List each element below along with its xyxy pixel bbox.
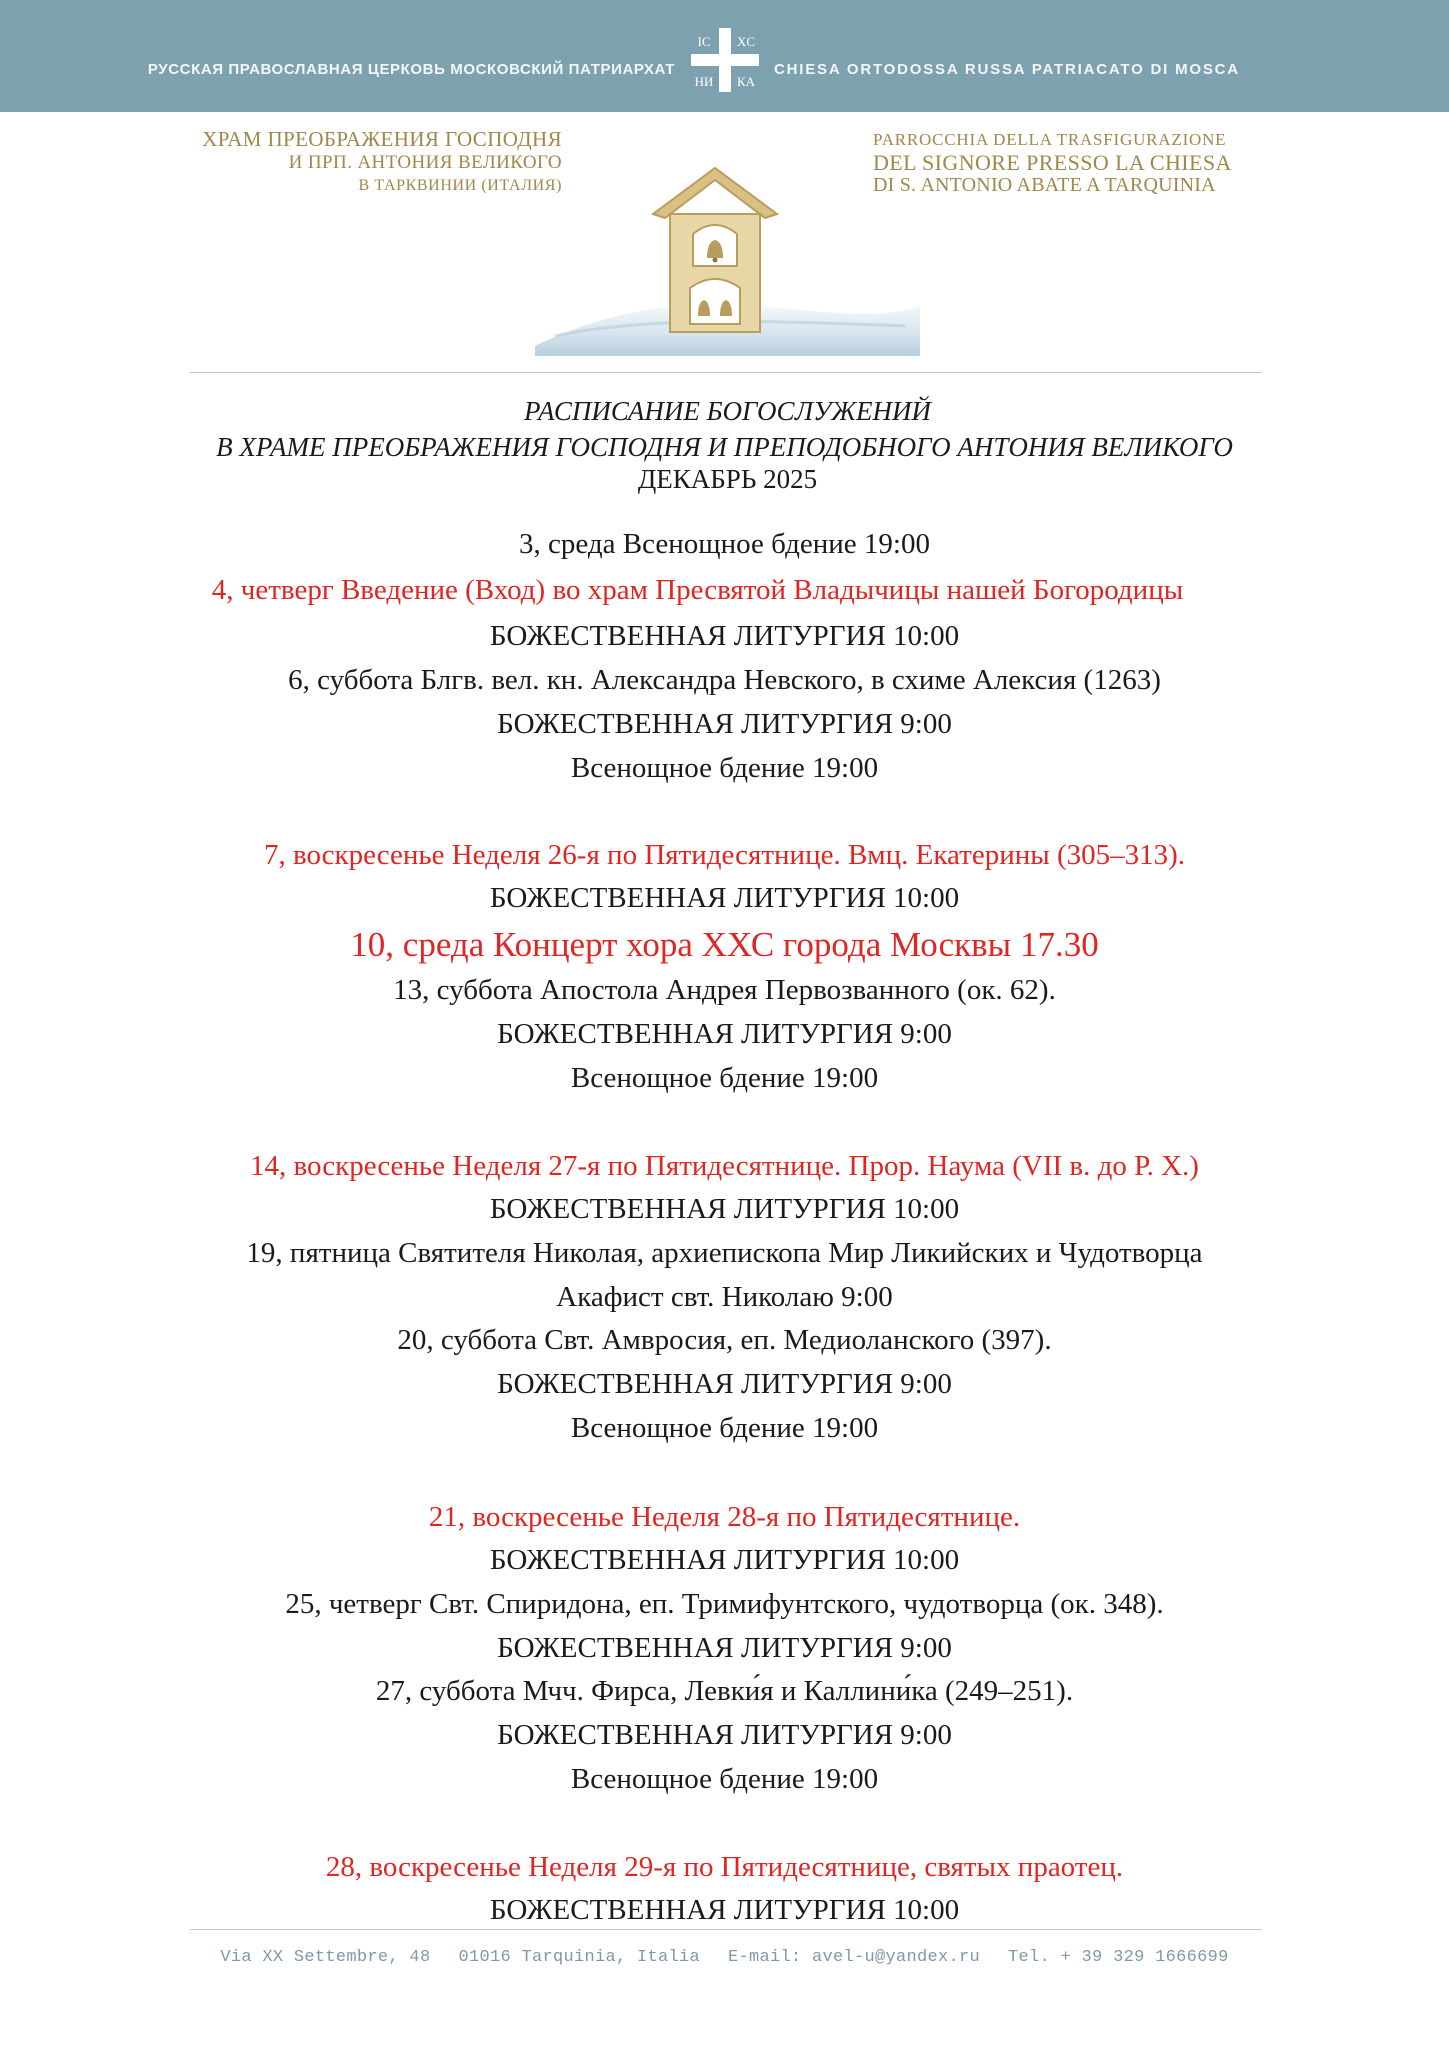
schedule-line-19: Всенощное бдение 19:00 [570, 1412, 879, 1444]
cross-letters-ni: НИ [694, 74, 714, 89]
schedule-line-2: 4, четверг Введение (Вход) во храм Пресвятой Владычицы нашей Богородицы [211, 574, 1184, 606]
schedule-line-14: БОЖЕСТВЕННАЯ ЛИТУРГИЯ 10:00 [489, 1193, 960, 1225]
parish-it-line1: PARROCCHIA DELLA TRASFIGURAZIONE [873, 130, 1227, 149]
schedule-line-5: БОЖЕСТВЕННАЯ ЛИТУРГИЯ 9:00 [497, 708, 952, 740]
parish-it-line2: DEL SIGNORE PRESSO LA CHIESA [873, 150, 1232, 175]
schedule-line-18: БОЖЕСТВЕННАЯ ЛИТУРГИЯ 9:00 [497, 1368, 952, 1400]
parish-ru-line1: ХРАМ ПРЕОБРАЖЕНИЯ ГОСПОДНЯ [202, 127, 562, 151]
cross-letters-ic: IC [697, 34, 711, 49]
schedule-line-8: БОЖЕСТВЕННАЯ ЛИТУРГИЯ 10:00 [489, 882, 960, 914]
schedule-line-27: 28, воскресенье Неделя 29-я по Пятидесятнице, святых праотец. [325, 1851, 1124, 1883]
footer-contacts [0, 1948, 1449, 1967]
parish-it-line3: DI S. ANTONIO ABATE A TARQUINIA [873, 174, 1216, 196]
footer-email[interactable]: E-mail: avel-u@yandex.ru [728, 1948, 981, 1967]
schedule-line-13: 14, воскресенье Неделя 27-я по Пятидесятнице. Прор. Наума (VII в. до Р. Х.) [250, 1150, 1199, 1182]
schedule-line-25: БОЖЕСТВЕННАЯ ЛИТУРГИЯ 9:00 [497, 1719, 952, 1751]
schedule-line-11: БОЖЕСТВЕННАЯ ЛИТУРГИЯ 9:00 [497, 1018, 952, 1050]
schedule-line-28: БОЖЕСТВЕННАЯ ЛИТУРГИЯ 10:00 [489, 1894, 960, 1926]
schedule-title [0, 393, 1449, 497]
schedule-line-22: 25, четверг Свт. Спиридона, еп. Тримифунтского, чудотворца (ок. 348). [285, 1588, 1164, 1620]
schedule-line-9: 10, среда Концерт хора ХХС города Москвы 17.30 [350, 925, 1099, 964]
schedule-line-26: Всенощное бдение 19:00 [570, 1763, 879, 1795]
title-month: ДЕКАБРЬ 2025 [637, 464, 818, 494]
schedule-line-21: БОЖЕСТВЕННАЯ ЛИТУРГИЯ 10:00 [489, 1544, 960, 1576]
schedule-line-17: 20, суббота Свт. Амвросия, еп. Медиоланского (397). [397, 1324, 1052, 1356]
footer-address: Via XX Settembre, 48 [220, 1948, 431, 1967]
cross-letters-ka: КА [736, 74, 756, 89]
schedule-line-24: 27, суббота Мчч. Фирса, Левки́я и Каллини́ка (249–251). [375, 1675, 1074, 1707]
schedule-line-7: 7, воскресенье Неделя 26-я по Пятидесятнице. Вмц. Екатерины (305–313). [263, 839, 1186, 871]
footer-city: 01016 Tarquinia, Italia [458, 1948, 700, 1967]
schedule-line-16: Акафист свт. Николаю 9:00 [556, 1281, 893, 1313]
header-banner [0, 0, 1449, 112]
schedule-line-10: 13, суббота Апостола Андрея Первозванного (ок. 62). [393, 974, 1056, 1006]
banner-text-ru: РУССКАЯ ПРАВОСЛАВНАЯ ЦЕРКОВЬ МОСКОВСКИЙ ПАТРИАРХАТ [147, 61, 675, 78]
title-line1: РАСПИСАНИЕ БОГОСЛУЖЕНИЙ [523, 396, 932, 426]
cross-letters-xc: XC [736, 34, 756, 49]
title-line2: В ХРАМЕ ПРЕОБРАЖЕНИЯ ГОСПОДНЯ И ПРЕПОДОБНОГО АНТОНИЯ ВЕЛИКОГО [216, 432, 1233, 462]
top-divider [190, 372, 1262, 373]
schedule-line-4: 6, суббота Блгв. вел. кн. Александра Невского, в схиме Алексия (1263) [288, 664, 1161, 696]
banner-text-it: CHIESA ORTODOSSA RUSSA PATRIACATO DI MOSCA [774, 61, 1240, 78]
parish-ru-line3: В ТАРКВИНИИ (ИТАЛИЯ) [358, 177, 562, 194]
schedule-line-1: 3, среда Всенощное бдение 19:00 [519, 528, 930, 560]
schedule-line-15: 19, пятница Святителя Николая, архиепископа Мир Ликийских и Чудотворца [246, 1237, 1203, 1269]
parish-ru-line2: И ПРП. АНТОНИЯ ВЕЛИКОГО [288, 152, 562, 173]
bottom-divider [190, 1929, 1262, 1930]
parish-name-it [873, 128, 1232, 197]
parish-name-ru [202, 128, 562, 197]
bell-chapel-illustration [525, 156, 925, 356]
schedule-line-3: БОЖЕСТВЕННАЯ ЛИТУРГИЯ 10:00 [489, 620, 960, 652]
schedule-line-6: Всенощное бдение 19:00 [570, 752, 879, 784]
schedule-line-12: Всенощное бдение 19:00 [570, 1062, 879, 1094]
footer-phone[interactable]: Tel. + 39 329 1666699 [1008, 1948, 1229, 1967]
schedule-line-20: 21, воскресенье Неделя 28-я по Пятидесятнице. [428, 1501, 1021, 1533]
schedule-line-23: БОЖЕСТВЕННАЯ ЛИТУРГИЯ 9:00 [497, 1632, 952, 1664]
orthodox-cross-icon [686, 26, 764, 94]
